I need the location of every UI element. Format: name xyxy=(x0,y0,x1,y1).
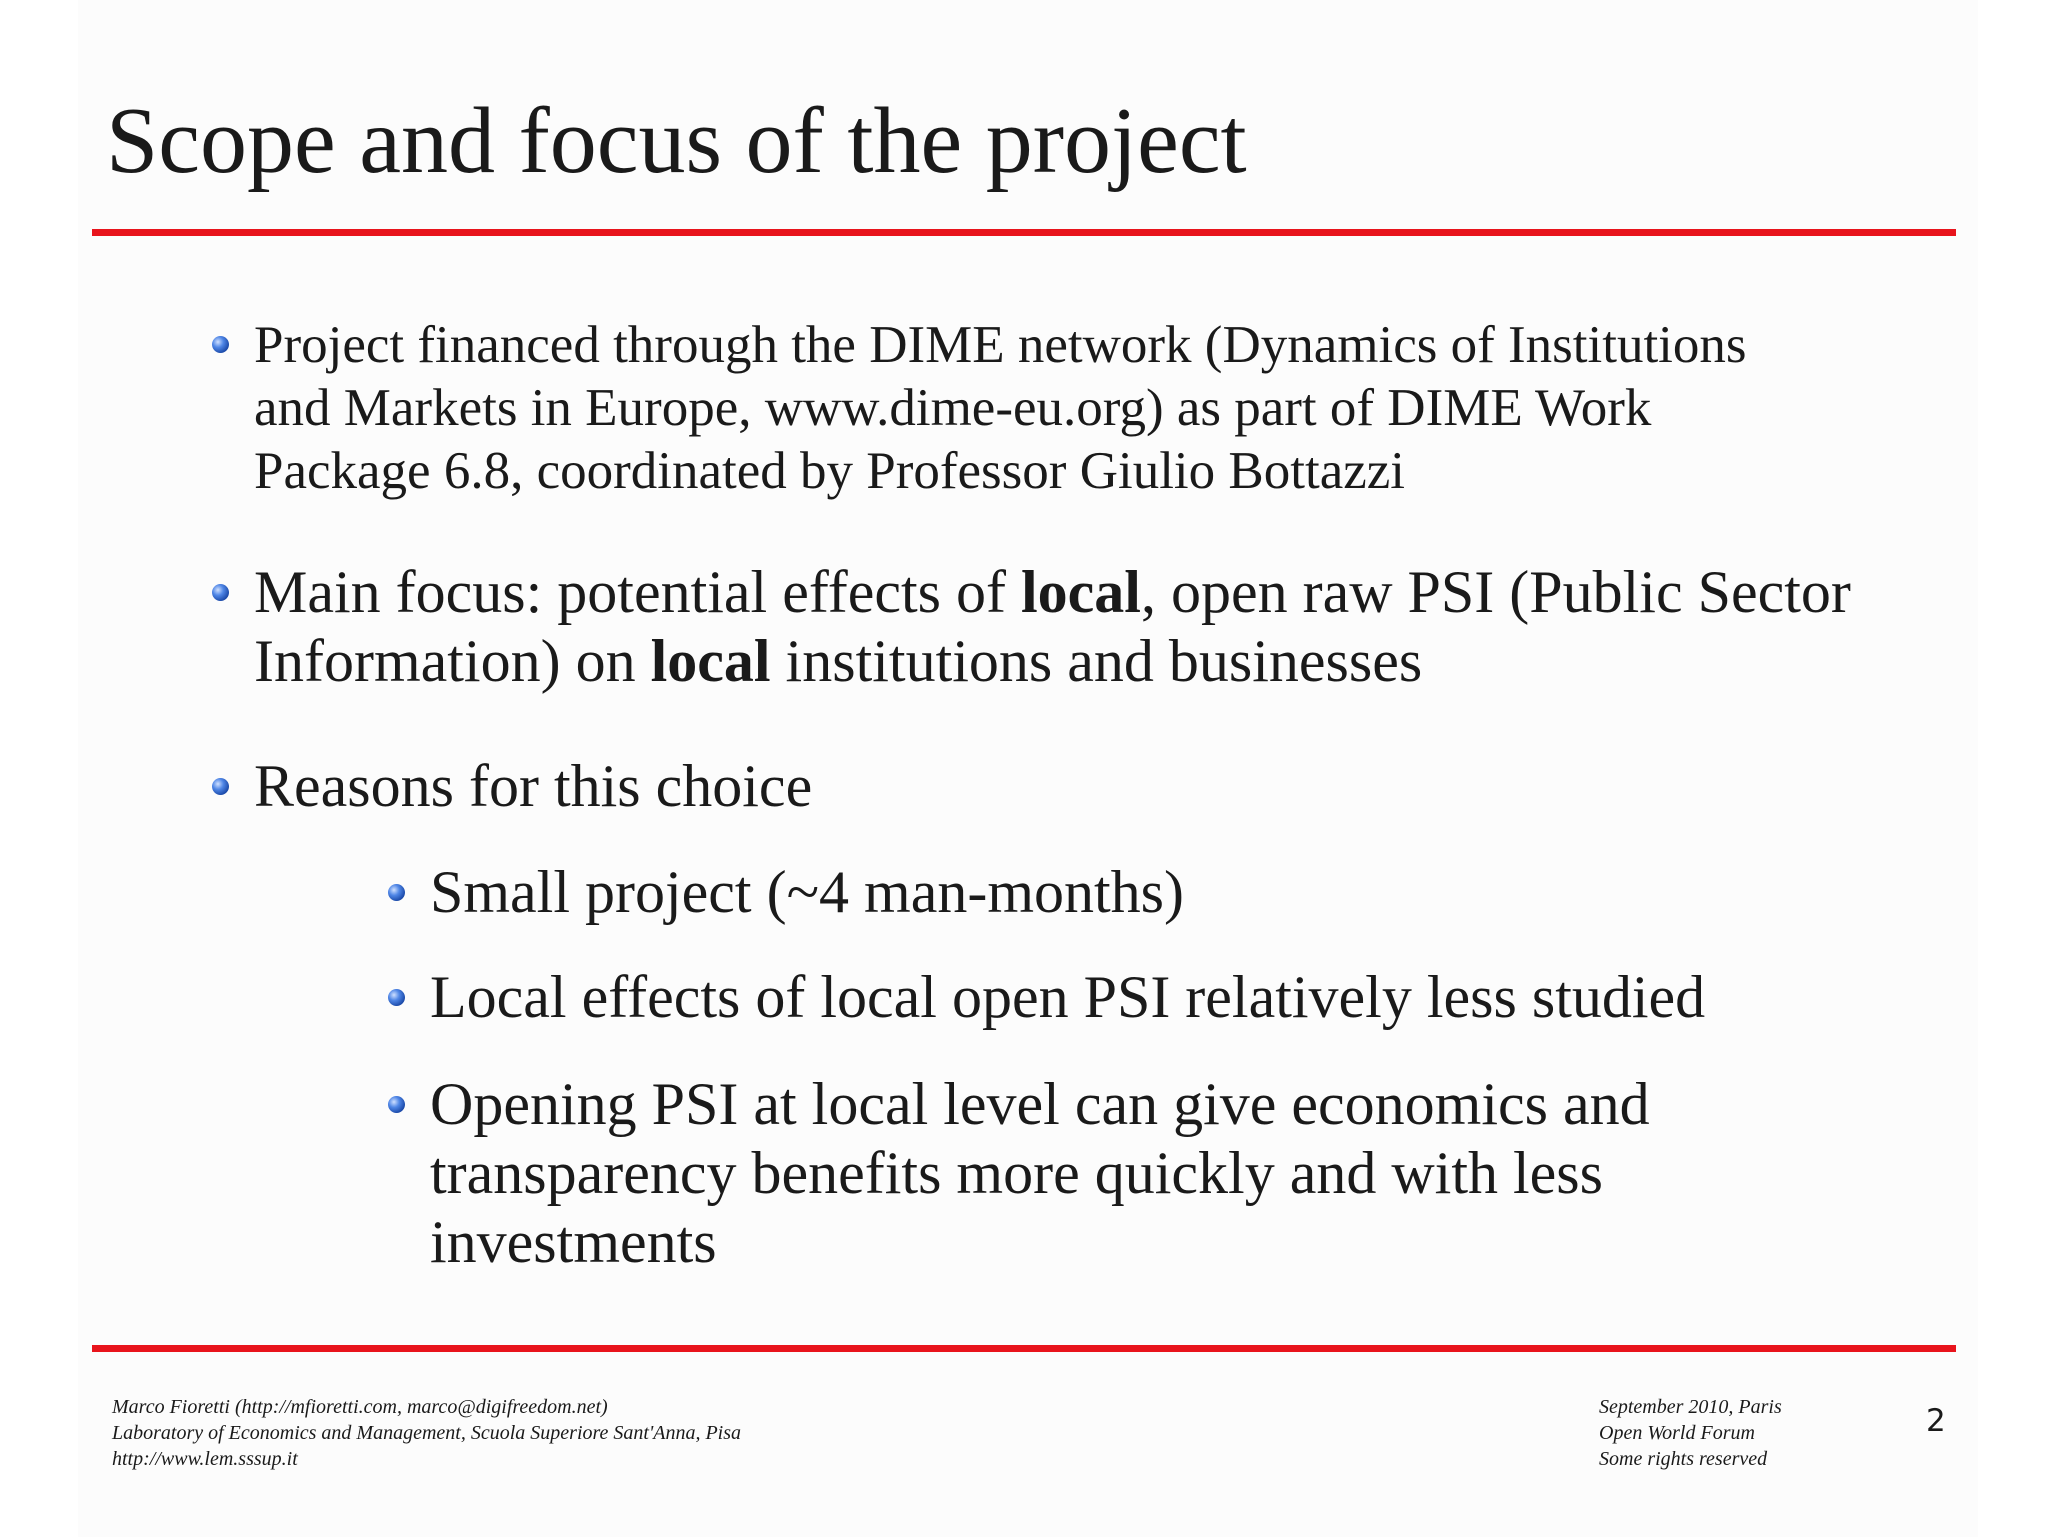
bullet-project-financing xyxy=(212,314,1747,503)
slide-title: Scope and focus of the project xyxy=(106,89,1247,193)
bullet-line: Local effects of local open PSI relatively less studied xyxy=(430,964,1706,1030)
bullet-line xyxy=(254,558,1851,627)
bullet-line xyxy=(254,627,1851,696)
text-run: Information) on xyxy=(254,628,651,694)
sub-bullet-opening-psi xyxy=(388,1070,1650,1277)
bullet-line: investments xyxy=(430,1209,717,1275)
bold-text: local xyxy=(1021,559,1141,625)
bullet-line: transparency benefits more quickly and with less xyxy=(430,1140,1603,1206)
sub-bullet-local-effects xyxy=(388,963,1705,1032)
footer-event-info xyxy=(1599,1394,1782,1472)
bullet-reasons xyxy=(212,752,812,821)
footer-author-info xyxy=(112,1394,741,1472)
footer-line: Open World Forum xyxy=(1599,1422,1755,1444)
title-divider xyxy=(92,229,1956,236)
footer-line: Some rights reserved xyxy=(1599,1448,1768,1470)
bullet-text: Reasons for this choice xyxy=(254,753,813,819)
bullet-text xyxy=(430,858,1184,927)
bullet-line: Small project (~4 man-months) xyxy=(430,859,1184,925)
text-run: Main focus: potential effects of xyxy=(254,559,1021,625)
bullet-text xyxy=(430,963,1705,1032)
blue-sphere-bullet-icon xyxy=(388,989,405,1006)
page-number: 2 xyxy=(1926,1403,1946,1439)
bullet-line: and Markets in Europe, www.dime-eu.org) as part of DIME Work xyxy=(254,379,1652,437)
blue-sphere-bullet-icon xyxy=(212,778,229,795)
footer-line: September 2010, Paris xyxy=(1599,1396,1782,1418)
blue-sphere-bullet-icon xyxy=(212,584,229,601)
bullet-line: Package 6.8, coordinated by Professor Giulio Bottazzi xyxy=(254,442,1405,500)
blue-sphere-bullet-icon xyxy=(388,884,405,901)
sub-bullet-small-project xyxy=(388,858,1184,927)
blue-sphere-bullet-icon xyxy=(212,336,229,353)
bullet-text xyxy=(430,1070,1650,1277)
footer-line: Laboratory of Economics and Management, Scuola Superiore Sant'Anna, Pisa xyxy=(112,1422,742,1444)
footer-divider xyxy=(92,1345,1956,1352)
bullet-text xyxy=(254,558,1851,696)
bullet-text xyxy=(254,314,1747,503)
bullet-main-focus xyxy=(212,558,1851,696)
blue-sphere-bullet-icon xyxy=(388,1096,405,1113)
bold-text: local xyxy=(650,628,771,694)
footer-line: http://www.lem.sssup.it xyxy=(112,1448,298,1470)
bullet-line: Project financed through the DIME network (Dynamics of Institutions xyxy=(254,316,1747,374)
bullet-line: Opening PSI at local level can give economics and xyxy=(430,1071,1650,1137)
footer-line: Marco Fioretti (http://mfioretti.com, marco@digifreedom.net) xyxy=(112,1396,608,1418)
text-run: , open raw PSI (Public Sector xyxy=(1140,559,1851,625)
text-run: institutions and businesses xyxy=(770,628,1423,694)
